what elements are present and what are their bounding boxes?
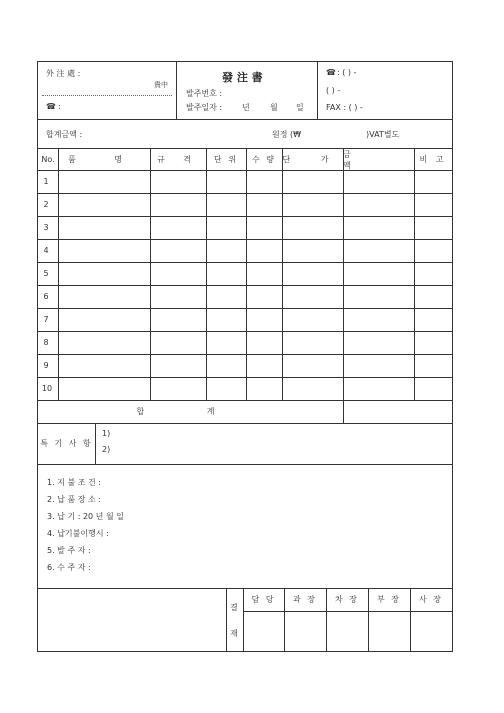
total-amount-label: 합계금액 : [46, 130, 83, 139]
condition-orderer: 5. 발 주 자 : [47, 546, 91, 555]
col-unit: 단 위 [214, 155, 238, 164]
purchase-order-form [37, 61, 453, 652]
approval-col-deputy: 차 장 [335, 595, 359, 604]
row-number: 5 [43, 269, 49, 278]
order-date-label: 발주일자 : [186, 103, 223, 112]
col-no: No. [41, 155, 55, 164]
row-number: 4 [43, 246, 49, 255]
order-date-day: 일 [296, 103, 304, 112]
row-number: 1 [43, 177, 49, 186]
approval-side-label-1: 결 [230, 603, 238, 612]
row-number: 2 [43, 200, 49, 209]
won-label: 원정 (₩ [272, 130, 302, 139]
phone-1: : ( ) - [337, 68, 357, 77]
remarks-item-1: 1) [102, 429, 111, 438]
approval-col-section-chief: 과 장 [293, 595, 317, 604]
header-row [38, 62, 452, 120]
row-number: 9 [43, 361, 49, 370]
order-no-label: 발주번호 : [186, 89, 223, 98]
row-number: 10 [41, 384, 53, 393]
condition-delivery-place: 2. 납 품 장 소 : [47, 495, 101, 504]
vat-label: )VAT별도 [366, 130, 400, 139]
approval-col-staff: 담 당 [251, 595, 276, 604]
phone-icon: ☎ [326, 68, 336, 77]
col-amount: 금 액 [343, 149, 373, 170]
remarks-label: 특 기 사 항 [40, 439, 93, 448]
col-quantity: 수 량 [252, 155, 276, 164]
row-number: 3 [43, 223, 49, 232]
approval-col-president: 사 장 [419, 595, 443, 604]
col-remarks: 비 고 [419, 155, 447, 164]
condition-delivery-date: 3. 납 기 : 20 년 월 일 [47, 512, 124, 521]
approval-block [38, 588, 452, 651]
col-unit-price: 단 가 [282, 155, 343, 164]
condition-default: 4. 납기불이행시 : [47, 529, 109, 538]
row-number: 7 [43, 315, 49, 324]
page-title: 發 注 書 [222, 71, 263, 84]
phone-icon: ☎ [46, 102, 56, 111]
order-date-year: 년 [242, 103, 250, 112]
order-date-month: 월 [270, 103, 278, 112]
col-spec: 규 격 [157, 155, 199, 164]
vendor-phone-colon: : [58, 102, 61, 111]
vendor-label: 外 注 處 : [46, 69, 81, 78]
condition-payment: 1. 지 불 조 건 : [47, 478, 101, 487]
vendor-suffix: 貴中 [154, 81, 168, 89]
items-table [38, 149, 452, 423]
table-total-label: 합 계 [136, 407, 245, 416]
total-amount-row [38, 120, 452, 149]
fax: FAX : ( ) - [326, 103, 363, 112]
condition-contractor: 6. 수 주 자 : [47, 563, 91, 572]
remarks-item-2: 2) [102, 445, 111, 454]
remarks-row [38, 423, 452, 464]
row-number: 8 [43, 338, 49, 347]
approval-col-general-manager: 부 장 [377, 595, 401, 604]
approval-side-label-2: 재 [230, 629, 238, 638]
row-number: 6 [43, 292, 49, 301]
col-item-name: 품 명 [68, 155, 140, 164]
conditions-section [38, 464, 452, 588]
phone-2: ( ) - [326, 86, 341, 95]
